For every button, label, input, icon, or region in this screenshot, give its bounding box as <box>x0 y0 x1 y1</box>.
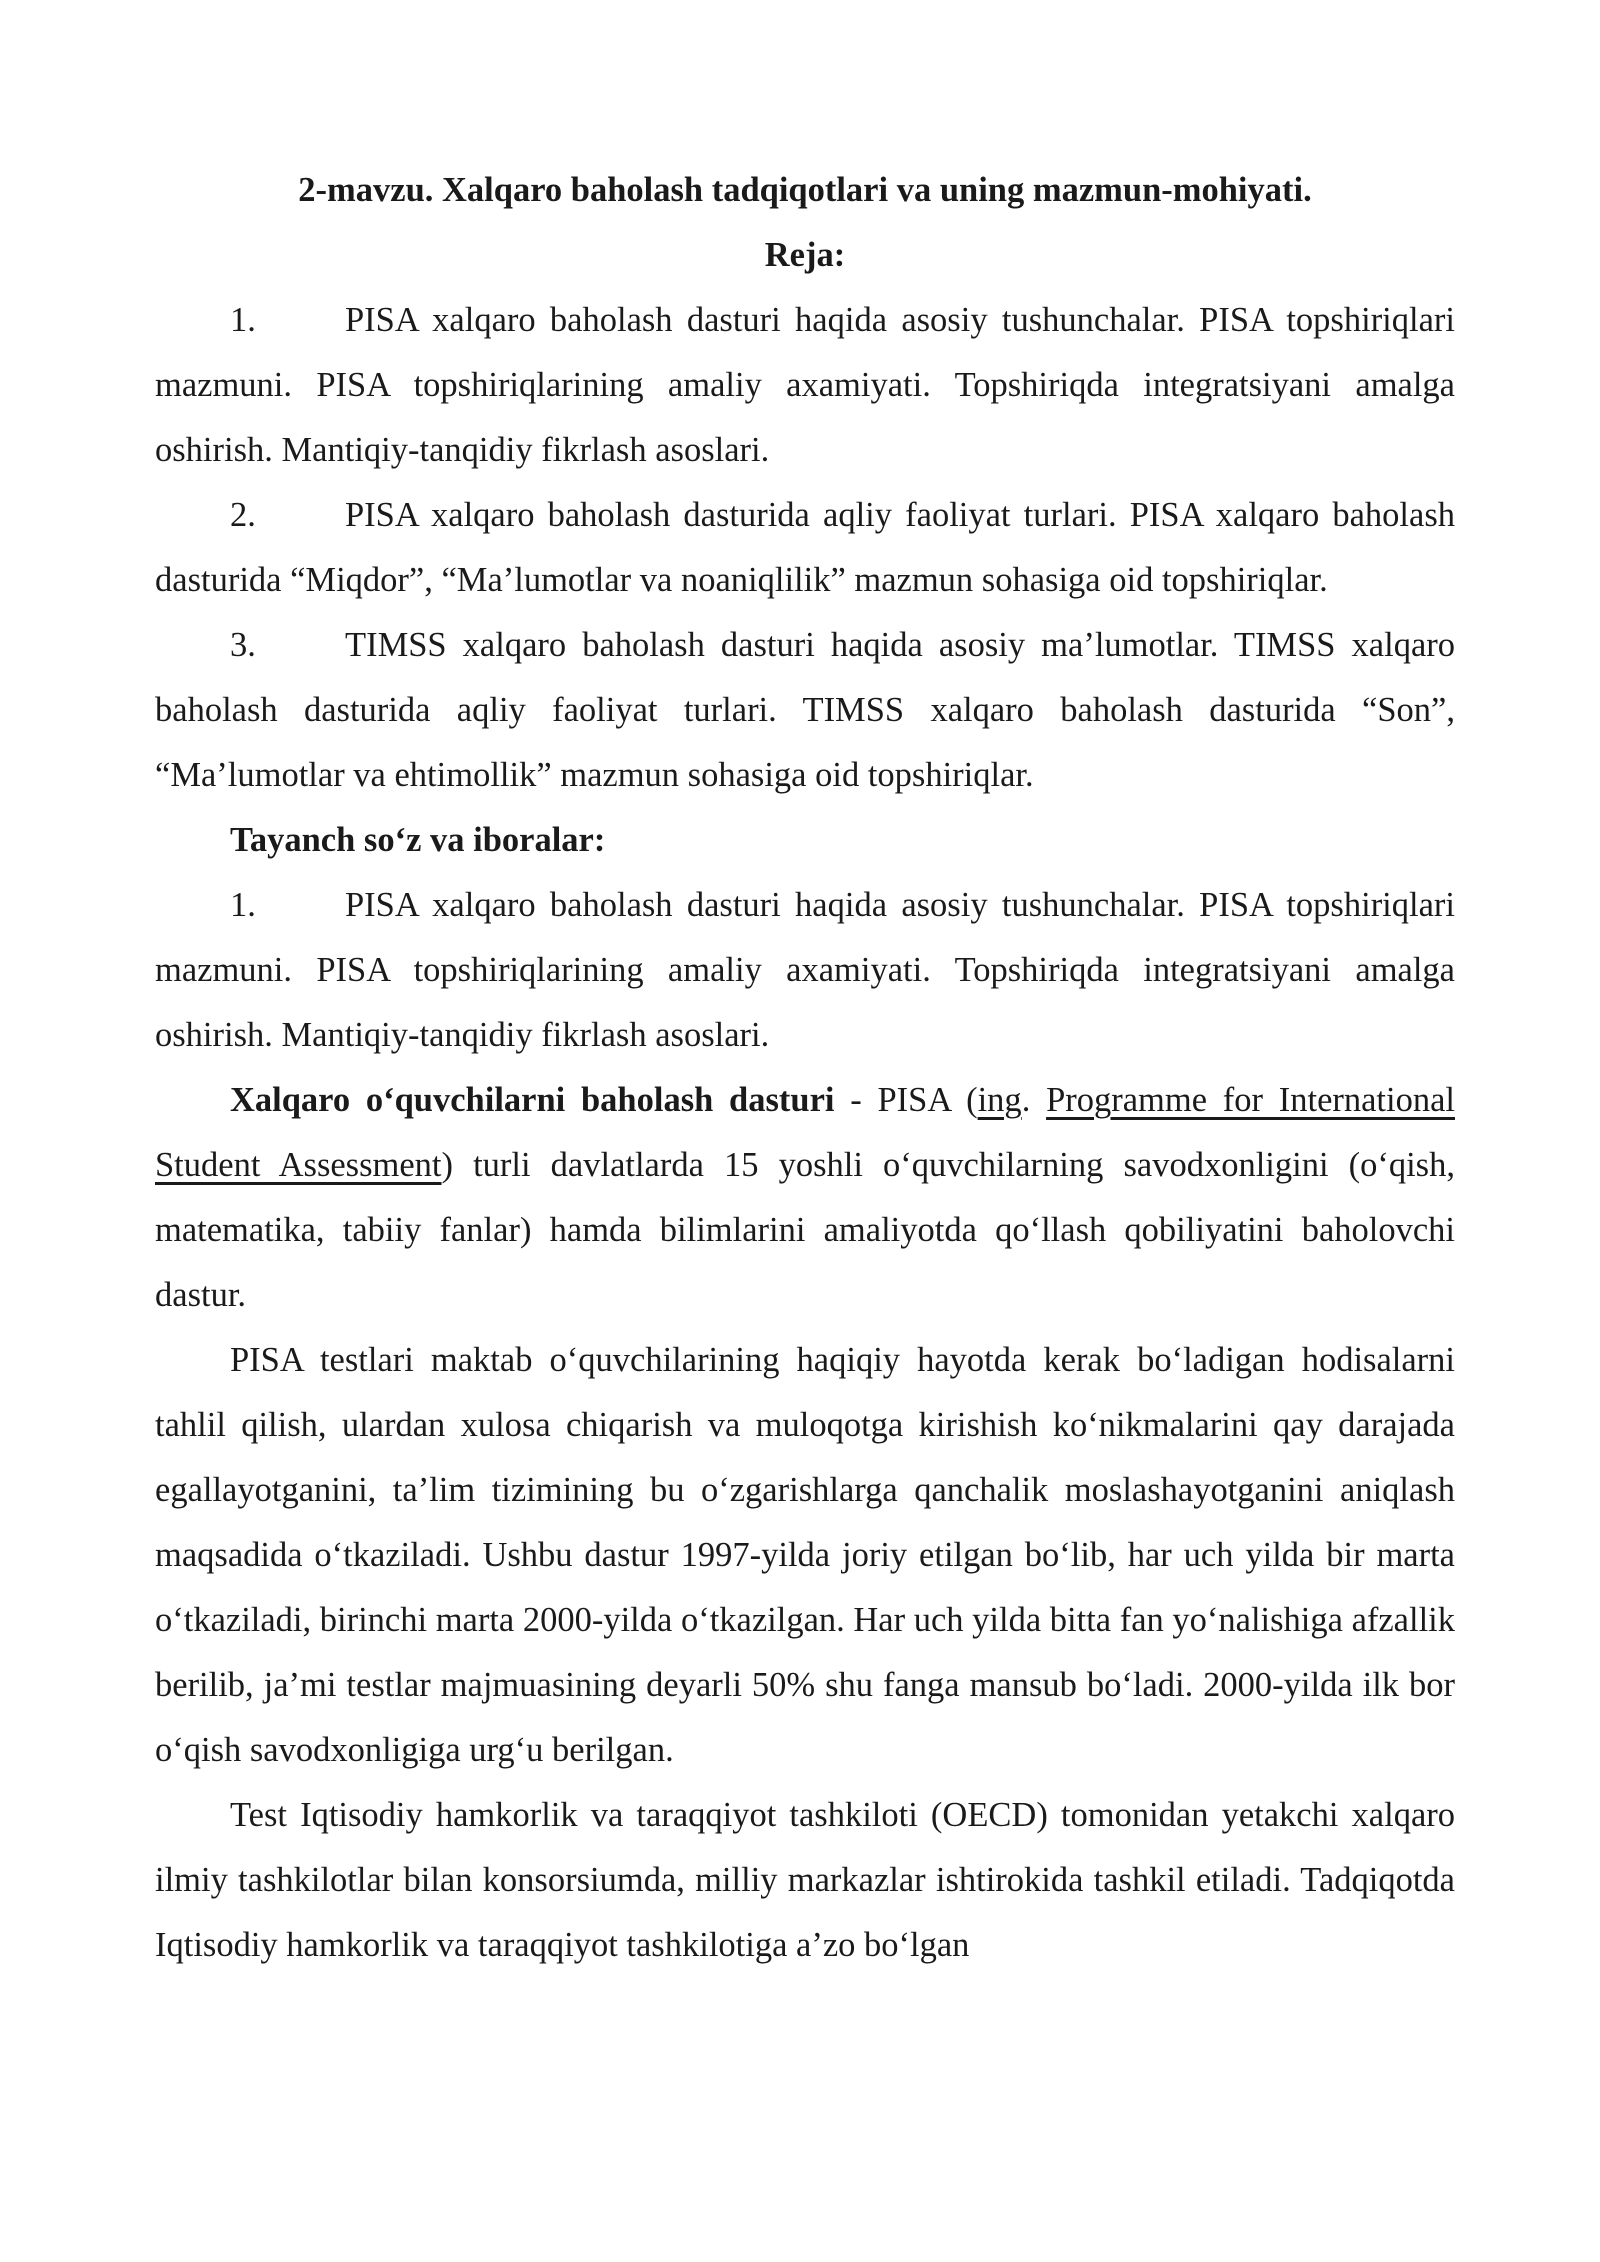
paragraph-pisa-definition <box>155 1068 1455 1328</box>
plan-item-number: 2. <box>230 496 256 534</box>
dot-text: . <box>1021 1081 1047 1119</box>
keyword-item-1 <box>155 873 1455 1068</box>
plan-item-number: 3. <box>230 626 256 664</box>
paragraph-oecd: Test Iqtisodiy hamkorlik va taraqqiyot tashkiloti (OECD) tomonidan yetakchi xalqaro ilmiy tashkilotlar bilan konsorsiumda, milliy markazlar ishtirokida tashkil etiladi. Tadqiqotda Iqtisodiy hamkorlik va taraqqiyot tashkilotiga a’zo bo‘lgan <box>155 1796 1455 1964</box>
english-name: Programme for International Student Assessment <box>155 1081 1455 1184</box>
page-title: 2-mavzu. Xalqaro baholash tadqiqotlari va uning mazmun-mohiyati. <box>298 171 1312 209</box>
plan-item-text: TIMSS xalqaro baholash dasturi haqida asosiy ma’lumotlar. TIMSS xalqaro baholash dasturida aqliy faoliyat turlari. TIMSS xalqaro baholash dasturida “Son”, “Ma’lumotlar va ehtimollik” mazmun sohasiga oid topshiriqlar. <box>155 626 1455 794</box>
plan-heading: Reja: <box>764 236 846 274</box>
ing-abbrev: ing <box>977 1081 1022 1119</box>
plan-item-number: 1. <box>230 301 256 339</box>
plan-item-2 <box>155 483 1455 613</box>
keyword-item-text: PISA xalqaro baholash dasturi haqida asosiy tushunchalar. PISA topshiriqlari mazmuni. PISA topshiriqlarining amaliy axamiyati. Topshiriqda integratsiyani amalga oshirish. Mantiqiy-tanqidiy fikrlash asoslari. <box>155 886 1455 1054</box>
plan-item-3 <box>155 613 1455 808</box>
keyword-item-number: 1. <box>230 886 256 924</box>
dash-text: - PISA ( <box>834 1081 978 1119</box>
keywords-heading: Tayanch so‘z va iboralar: <box>230 821 606 859</box>
plan-item-text: PISA xalqaro baholash dasturida aqliy faoliyat turlari. PISA xalqaro baholash dasturida “Miqdor”, “Ma’lumotlar va noaniqlilik” mazmun sohasiga oid topshiriqlar. <box>155 496 1455 599</box>
document-page <box>155 158 1455 1978</box>
paragraph-pisa-tests: PISA testlari maktab o‘quvchilarining haqiqiy hayotda kerak bo‘ladigan hodisalarni tahlil qilish, ulardan xulosa chiqarish va muloqotga kirishish ko‘nikmalarini qay darajada egallayotganini, ta’lim tizimining bu o‘zgarishlarga qanchalik moslashayotganini aniqlash maqsadida o‘tkaziladi. Ushbu dastur 1997-yilda joriy etilgan bo‘lib, har uch yilda bir marta o‘tkaziladi, birinchi marta 2000-yilda o‘tkazilgan. Har uch yilda bitta fan yo‘nalishiga afzallik berilib, ja’mi testlar majmuasining deyarli 50% shu fanga mansub bo‘ladi. 2000-yilda ilk bor o‘qish savodxonligiga urg‘u berilgan. <box>155 1341 1455 1769</box>
definition-rest: ) turli davlatlarda 15 yoshli o‘quvchilarning savodxonligini (o‘qish, matematika, tabiiy fanlar) hamda bilimlarini amaliyotda qo‘llash qobiliyatini baholovchi dastur. <box>155 1146 1455 1314</box>
plan-item-1 <box>155 288 1455 483</box>
bold-term: Xalqaro o‘quvchilarni baholash dasturi <box>230 1081 835 1119</box>
plan-item-text: PISA xalqaro baholash dasturi haqida asosiy tushunchalar. PISA topshiriqlari mazmuni. PISA topshiriqlarining amaliy axamiyati. Topshiriqda integratsiyani amalga oshirish. Mantiqiy-tanqidiy fikrlash asoslari. <box>155 301 1455 469</box>
